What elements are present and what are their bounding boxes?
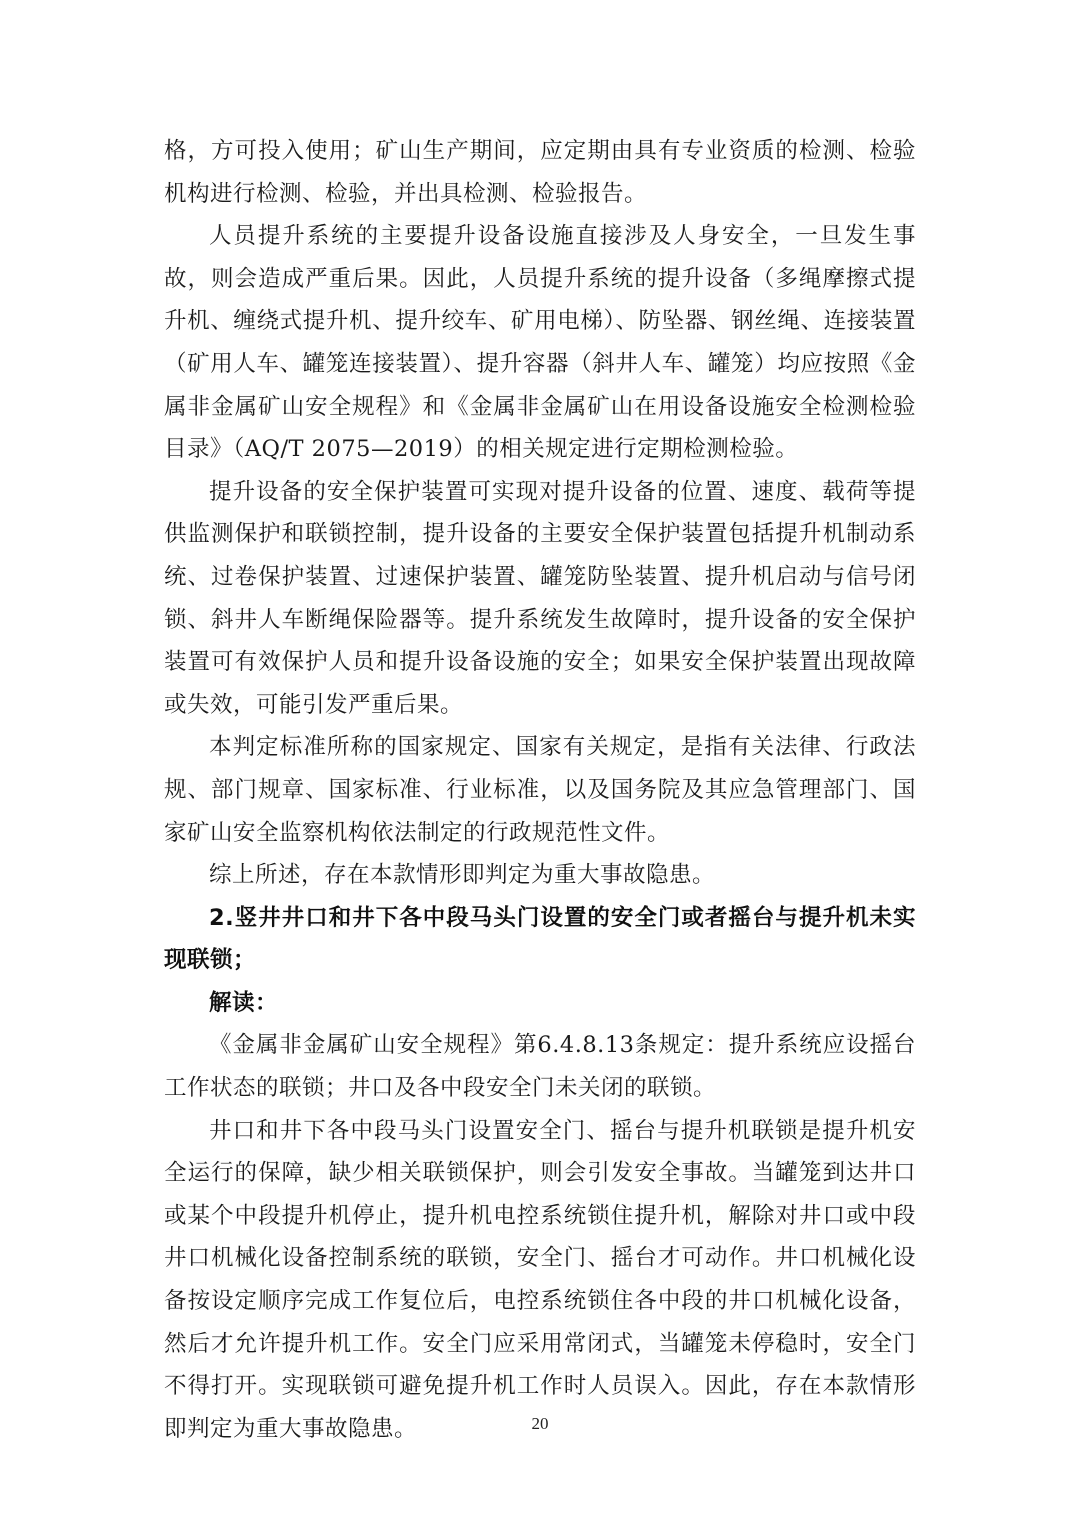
page-number: 20	[531, 1414, 549, 1433]
interpretation-label: 解读：	[209, 989, 279, 1016]
paragraph-interlock-explanation: 井口和井下各中段马头门设置安全门、摇台与提升机联锁是提升机安全运行的保障，缺少相关联锁保护，则会引发安全事故。当罐笼到达井口或某个中段提升机停止，提升机电控系统锁住提升机，解除对井口或中段井口机械化设备控制系统的联锁，安全门、摇台才可动作。井口机械化设备按设定顺序完成工作复位后，电控系统锁住各中段的井口机械化设备，然后才允许提升机工作。安全门应采用常闭式，当罐笼未停稳时，安全门不得打开。实现联锁可避免提升机工作时人员误入。因此，存在本款情形即判定为重大事故隐患。	[164, 1117, 916, 1442]
section-heading: 2.竖井井口和井下各中段马头门设置的安全门或者摇台与提升机未实现联锁；	[164, 904, 916, 974]
paragraph-definitions: 本判定标准所称的国家规定、国家有关规定，是指有关法律、行政法规、部门规章、国家标准、行业标准，以及国务院及其应急管理部门、国家矿山安全监察机构依法制定的行政规范性文件。	[164, 734, 916, 846]
body-text	[164, 130, 916, 1450]
paragraph-continuation: 格，方可投入使用；矿山生产期间，应定期由具有专业资质的检测、检验机构进行检测、检验，并出具检测、检验报告。	[164, 138, 916, 207]
paragraph-safety-devices: 提升设备的安全保护装置可实现对提升设备的位置、速度、载荷等提供监测保护和联锁控制，提升设备的主要安全保护装置包括提升机制动系统、过卷保护装置、过速保护装置、罐笼防坠装置、提升机启动与信号闭锁、斜井人车断绳保险器等。提升系统发生故障时，提升设备的安全保护装置可有效保护人员和提升设备设施的安全；如果安全保护装置出现故障或失效，可能引发严重后果。	[164, 478, 916, 718]
paragraph-regulation: 《金属非金属矿山安全规程》第6.4.8.13条规定：提升系统应设摇台工作状态的联锁；井口及各中段安全门未关闭的联锁。	[164, 1032, 916, 1102]
paragraph-personnel-hoisting: 人员提升系统的主要提升设备设施直接涉及人身安全，一旦发生事故，则会造成严重后果。因此，人员提升系统的提升设备（多绳摩擦式提升机、缠绕式提升机、提升绞车、矿用电梯）、防坠器、钢丝绳、连接装置（矿用人车、罐笼连接装置）、提升容器（斜井人车、罐笼）均应按照《金属非金属矿山安全规程》和《金属非金属矿山在用设备设施安全检测检验目录》（AQ/T 2075—2019）的相关规定进行定期检测检验。	[164, 223, 916, 463]
paragraph-conclusion: 综上所述，存在本款情形即判定为重大事故隐患。	[209, 862, 716, 889]
